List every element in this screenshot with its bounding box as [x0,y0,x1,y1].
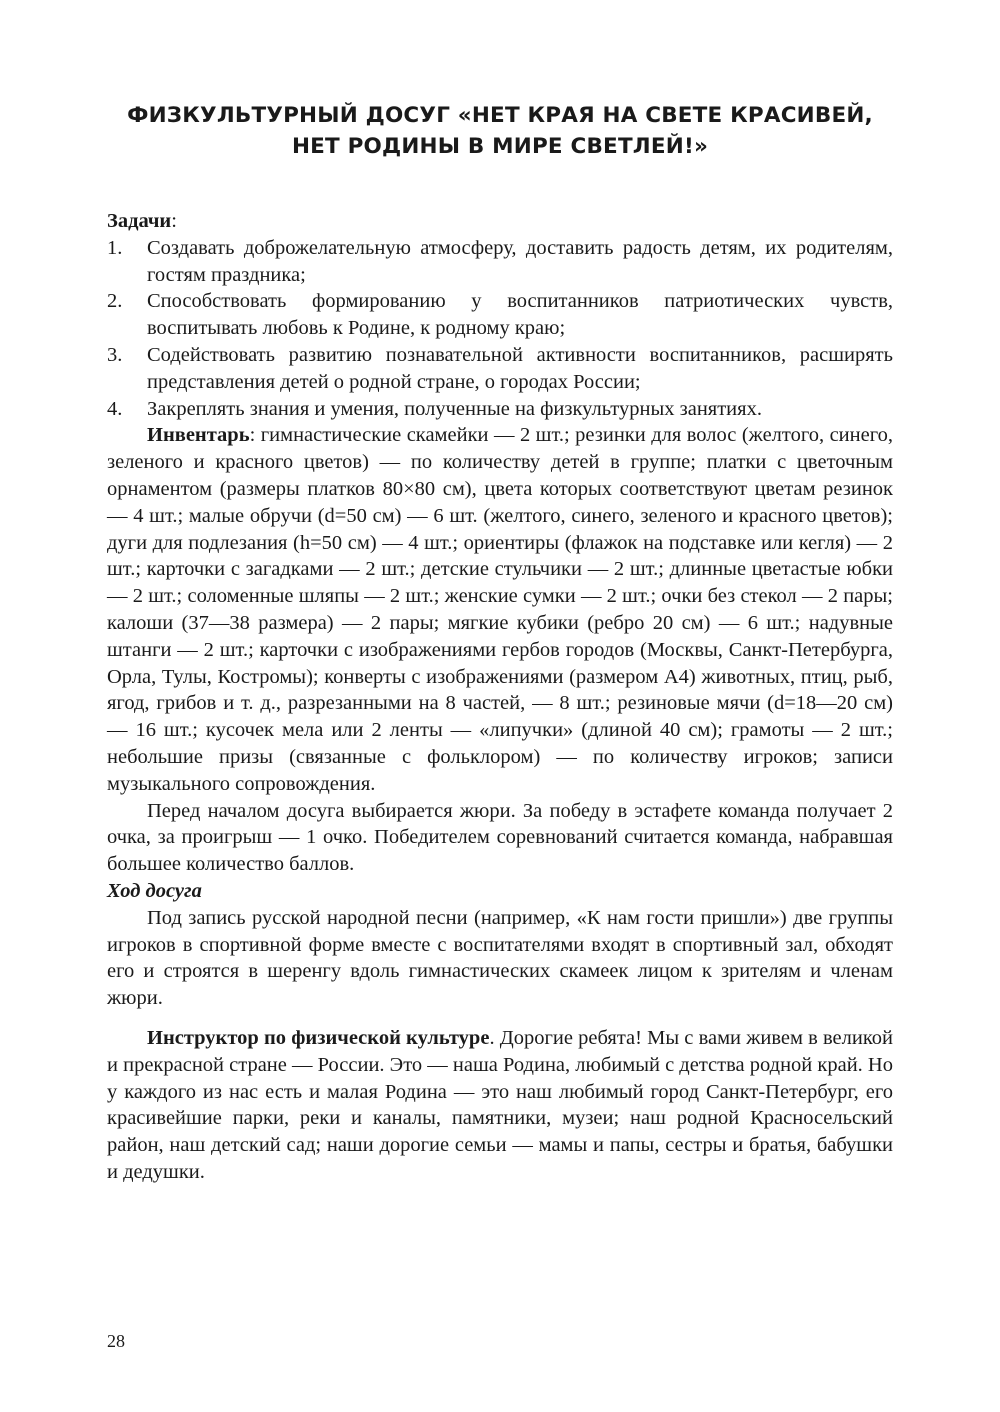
list-item-text: Способствовать формированию у воспитанников патриотических чувств, воспитывать любовь к Родине, к родному краю; [147,290,893,340]
list-item-number: 1. [107,236,123,259]
page-number: 28 [107,1331,125,1351]
title-line-1: ФИЗКУЛЬТУРНЫЙ ДОСУГ «НЕТ КРАЯ НА СВЕТЕ КРАСИВЕЙ, [127,103,873,128]
tasks-heading-label: Задачи [107,210,172,232]
list-item-number: 2. [107,290,123,313]
list-item [107,288,893,342]
list-item [107,235,893,289]
jury-paragraph: Перед началом досуга выбирается жюри. За победу в эстафете команда получает 2 очка, за проигрыш — 1 очко. Победителем соревнований считается команда, набравшая большее количество баллов. [107,799,893,876]
inventory-paragraph [107,422,893,797]
inventory-label: Инвентарь [147,424,250,447]
list-item-text: Закреплять знания и умения, полученные на физкультурных занятиях. [147,397,762,420]
intro-paragraph: Под запись русской народной песни (например, «К нам гости пришли») две группы игроков в спортивной форме вместе с воспитателями входят в спортивный зал, обходят его и строятся в шеренгу вдоль гимнастических скамеек лицом к зрителям и членам жюри. [107,906,893,1010]
list-item-number: 4. [107,397,123,420]
list-item-text: Содействовать развитию познавательной активности воспитанников, расширять представления детей о родной стране, о городах России; [147,343,893,393]
section-heading: Ход досуга [107,879,202,902]
paragraph-gap [107,1012,893,1025]
list-item-number: 3. [107,343,123,366]
body-text [107,208,893,1186]
speaker-label: Инструктор по физической культуре [147,1026,490,1049]
speech-text: . Дорогие ребята! Мы с вами живем в великой и прекрасной стране — России. Это — наша Родина, любимый с детства родной край. Но у каждого из нас есть и малая Родина — это наш любимый город Санкт-Петербург, его красивейшие парки, реки и каналы, памятники, музеи; наш родной Красносельский район, наш детский сад; наши дорогие семьи — мамы и папы, сестры и братья, бабушки и дедушки. [107,1026,893,1183]
title-line-2: НЕТ РОДИНЫ В МИРЕ СВЕТЛЕЙ!» [291,134,709,159]
speech-paragraph [107,1025,893,1186]
list-item [107,342,893,396]
tasks-heading-colon: : [171,210,177,232]
list-item-text: Создавать доброжелательную атмосферу, доставить радость детям, их родителям, гостям праздника; [147,236,893,286]
inventory-text: : гимнастические скамейки — 2 шт.; резинки для волос (желтого, синего, зеленого и красного цветов) — по количеству детей в группе; платки с цветочным орнаментом (размеры платков 80×80 см), цвета которых соответствуют цветам резинок — 4 шт.; малые обручи (d=50 см) — 6 шт. (желтого, синего, зеленого и красного цветов); дуги для подлезания (h=50 см) — 4 шт.; ориентиры (флажок на подставке или кегля) — 2 шт.; карточки с загадками — 2 шт.; детские стульчики — 2 шт.; длинные цветастые юбки — 2 шт.; соломенные шляпы — 2 шт.; женские сумки — 2 шт.; очки без стекол — 2 пары; калоши (37—38 размера) — 2 пары; мягкие кубики (ребро 20 см) — 6 шт.; надувные штанги — 2 шт.; карточки с изображениями гербов городов (Москвы, Санкт-Петербурга, Орла, Тулы, Костромы); конверты с изображениями (размером А4) животных, птиц, рыб, ягод, грибов и т. д., разрезанными на 8 частей, — 8 шт.; резиновые мячи (d=18—20 см) — 16 шт.; кусочек мела или 2 ленты — «липучки» (длиной 40 см); грамоты — 2 шт.; небольшие призы (связанные с фольклором) — по количеству игроков; записи музыкального сопровождения. [107,424,893,795]
tasks-list [107,235,893,423]
tasks-heading [107,208,893,235]
list-item [107,396,893,423]
page-title [100,100,900,162]
